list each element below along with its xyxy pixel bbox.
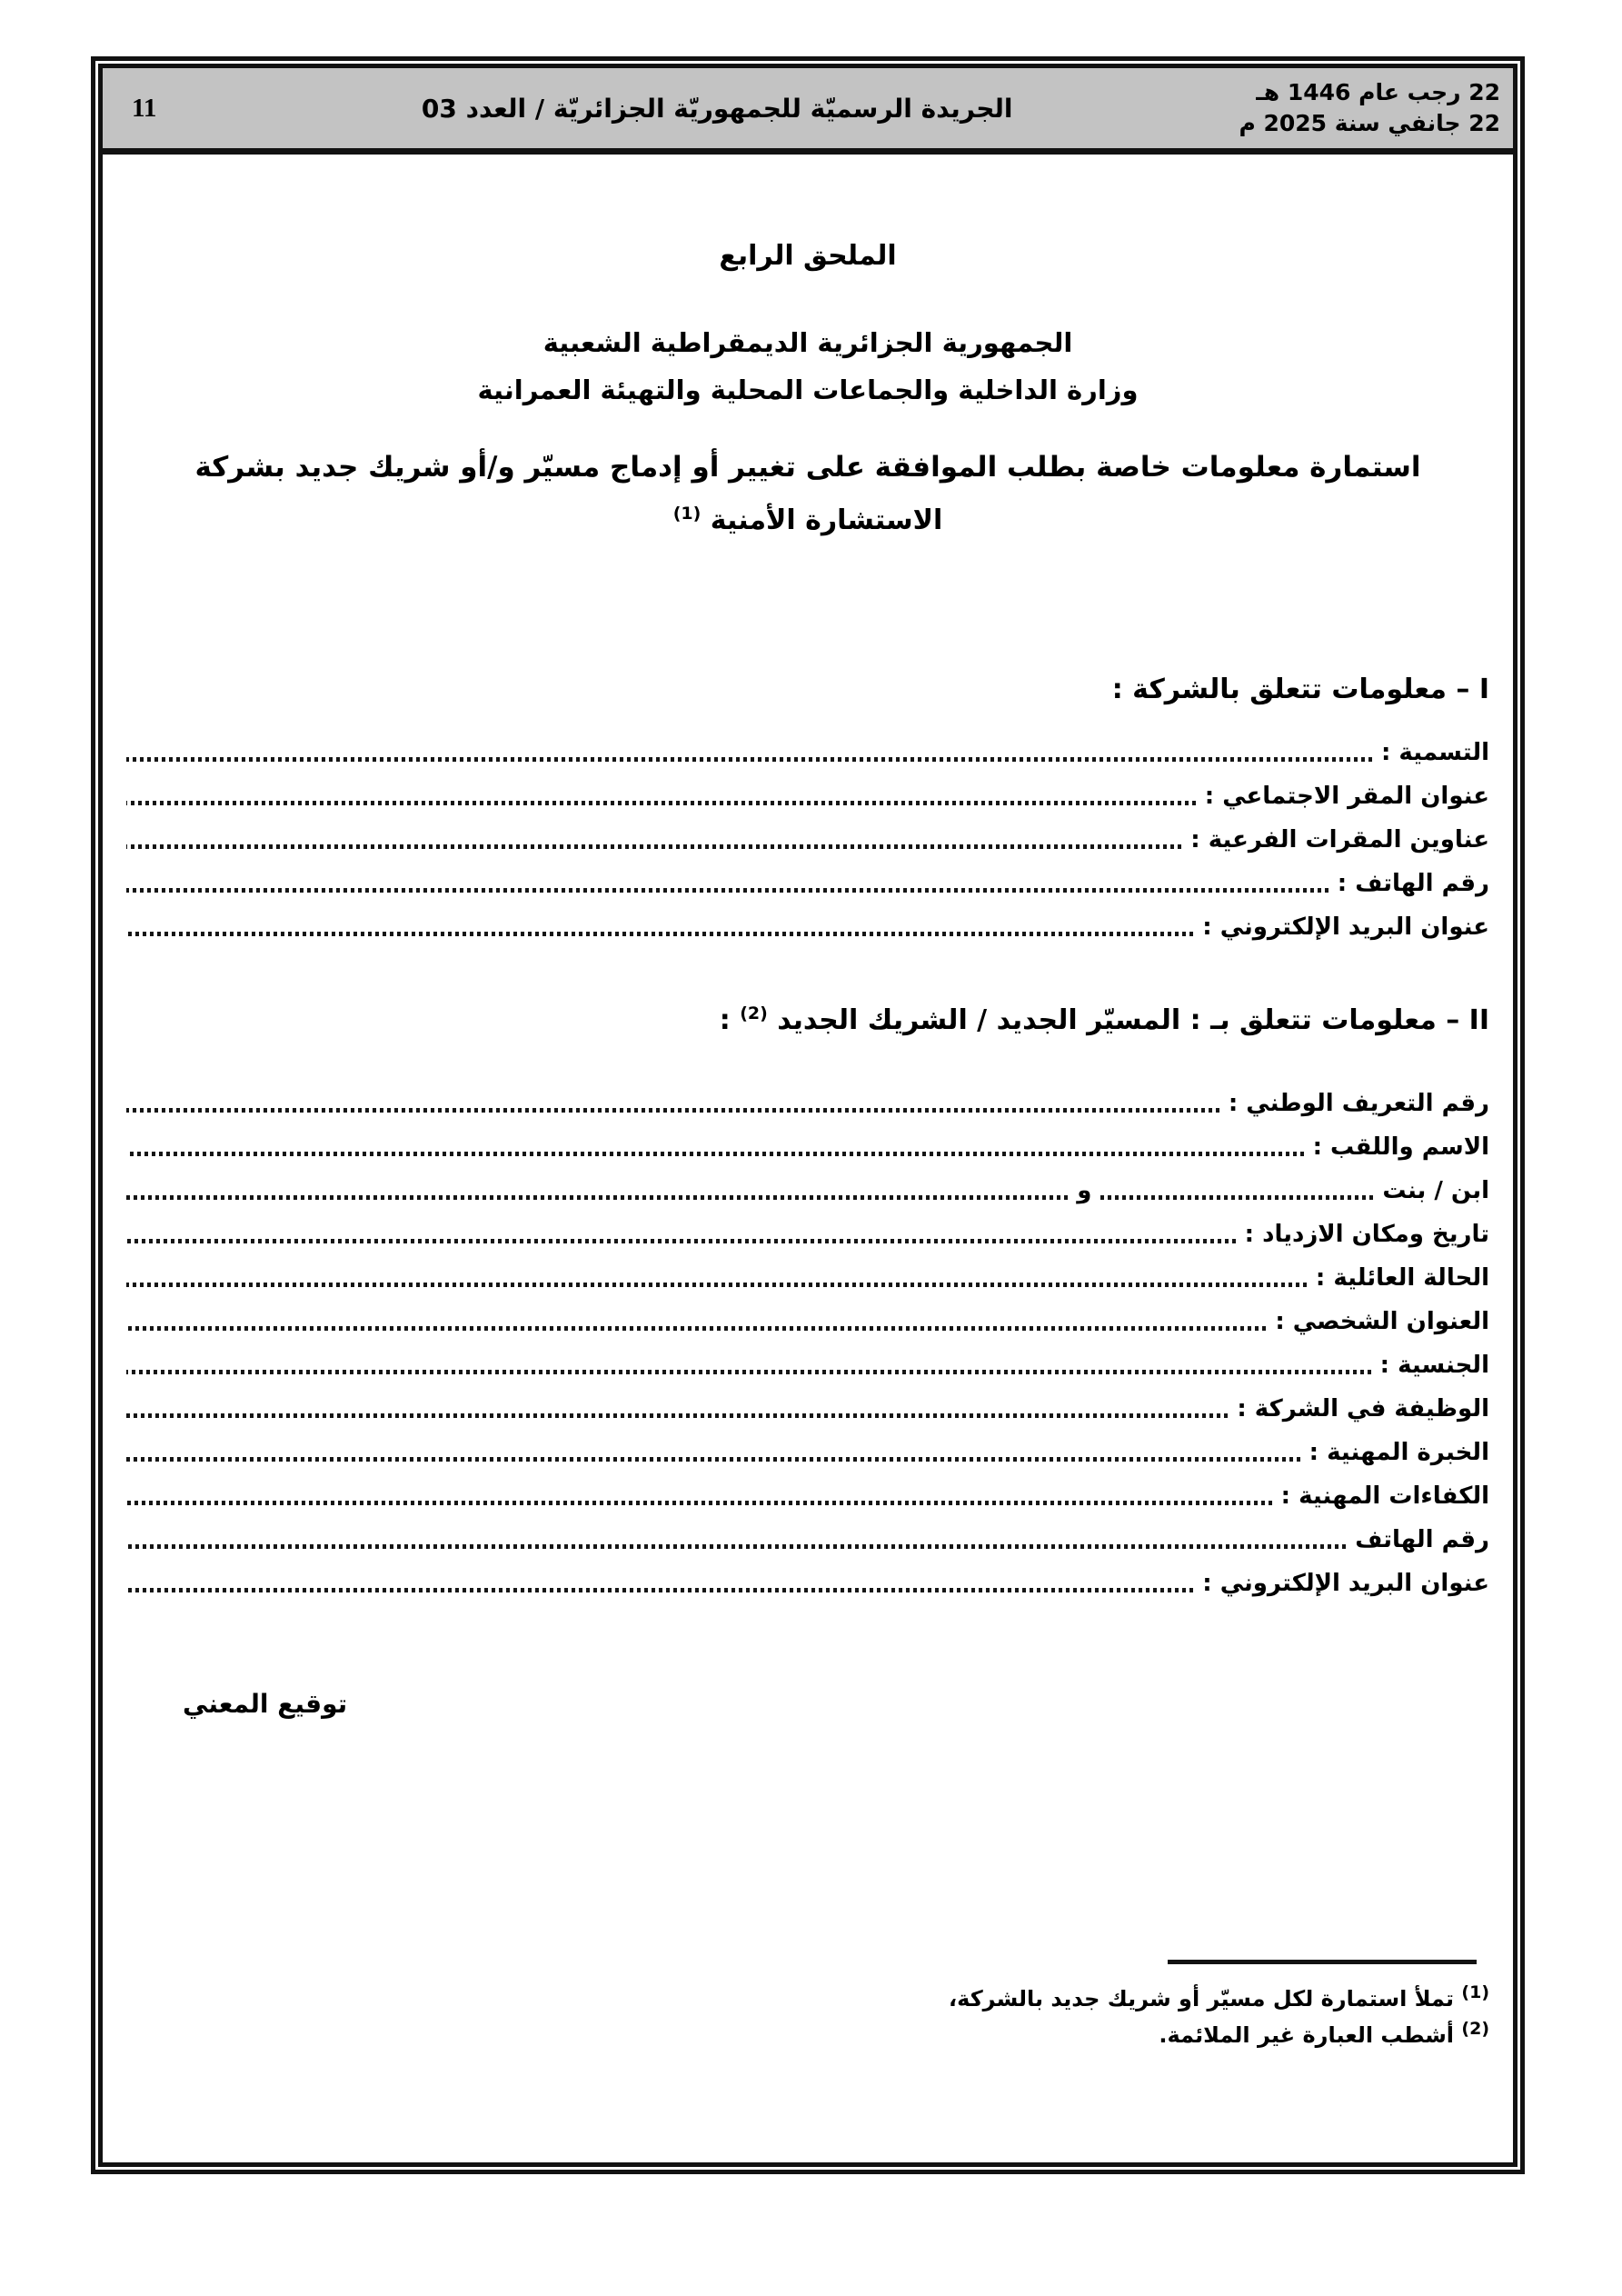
field-label: رقم الهاتف :	[1337, 870, 1489, 897]
field-row-company-name	[126, 726, 1489, 770]
fill-in-line	[126, 1544, 1346, 1549]
footnote-2-text: أشطب العبارة غير الملائمة.	[1159, 2022, 1455, 2048]
field-row-phone2	[126, 1513, 1489, 1557]
field-label: التسمية :	[1380, 739, 1489, 766]
fill-in-line	[126, 757, 1372, 762]
footnote-separator	[1168, 1960, 1477, 1964]
field-row-professional-experience	[126, 1426, 1489, 1470]
field-row-phone	[126, 857, 1489, 901]
form-title: استمارة معلومات خاصة بطلب الموافقة على تغيير أو إدماج مسيّر و/أو شريك جديد بشركة	[194, 451, 1421, 484]
page-frame	[91, 56, 1525, 2174]
fill-in-line	[126, 844, 1181, 849]
field-label: الحالة العائلية :	[1315, 1264, 1489, 1292]
field-label: عنوان البريد الإلكتروني :	[1202, 913, 1489, 941]
footnote-1-text: تملأ استمارة لكل مسيّر أو شريك جديد بالشركة،	[949, 1986, 1455, 2011]
field-label: عنوان المقر الاجتماعي :	[1204, 783, 1489, 810]
form-title-tail-text: الاستشارة الأمنية	[710, 504, 943, 536]
footnote-1-ref: (1)	[1461, 1982, 1489, 2002]
fill-in-line	[126, 801, 1196, 805]
parentage-connector: و	[1077, 1177, 1092, 1204]
masthead-dates	[1239, 77, 1500, 139]
footnote-2	[126, 2017, 1489, 2053]
fill-in-line	[126, 1370, 1371, 1374]
field-row-parentage	[126, 1164, 1489, 1208]
fill-in-line	[126, 1588, 1193, 1592]
section2-heading-colon: :	[719, 1004, 731, 1036]
section1-fields	[126, 726, 1489, 944]
field-label: الاسم واللقب :	[1312, 1133, 1489, 1161]
fill-in-line	[126, 1501, 1272, 1505]
section2-fields	[126, 1077, 1489, 1601]
form-title-tail	[126, 503, 1489, 539]
field-row-full-name	[126, 1121, 1489, 1164]
fill-in-line	[126, 932, 1193, 936]
field-row-company-position	[126, 1383, 1489, 1426]
field-row-email2	[126, 1557, 1489, 1601]
field-row-birth-date-place	[126, 1208, 1489, 1252]
field-label: عنوان البريد الإلكتروني :	[1202, 1570, 1489, 1597]
field-row-nationality	[126, 1339, 1489, 1383]
footnote-ref-1: (1)	[672, 504, 702, 524]
field-label: الكفاءات المهنية :	[1280, 1482, 1489, 1510]
fill-in-line	[126, 1239, 1236, 1243]
footnote-2-ref: (2)	[1461, 2019, 1489, 2039]
hijri-date: 22 رجب عام 1446 هـ	[1256, 79, 1500, 105]
page-number: 11	[132, 93, 157, 123]
field-label: الوظيفة في الشركة :	[1237, 1395, 1489, 1423]
annex-title: الملحق الرابع	[719, 240, 897, 272]
field-row-marital-status	[126, 1252, 1489, 1295]
fill-in-line	[126, 1195, 1068, 1200]
section2-heading-text: II – معلومات تتعلق بـ : المسيّر الجديد / الشريك الجديد	[777, 1004, 1489, 1036]
field-label: ابن / بنت	[1382, 1177, 1489, 1204]
fill-in-line	[126, 1413, 1228, 1418]
gazette-masthead	[103, 68, 1513, 155]
field-label: الخبرة المهنية :	[1309, 1439, 1489, 1466]
footnote-1	[126, 1981, 1489, 2017]
field-label: رقم الهاتف	[1355, 1526, 1489, 1553]
field-row-national-id	[126, 1077, 1489, 1121]
page-frame-inner	[98, 64, 1518, 2167]
field-row-professional-skills	[126, 1470, 1489, 1513]
field-label: عناوين المقرات الفرعية :	[1190, 826, 1489, 854]
fill-in-line	[1100, 1195, 1373, 1200]
fill-in-line	[126, 1108, 1219, 1113]
footnote-ref-2: (2)	[740, 1003, 768, 1023]
fill-in-line	[126, 888, 1328, 893]
section1-heading: I – معلومات تتعلق بالشركة :	[1111, 674, 1489, 705]
field-row-email	[126, 901, 1489, 944]
field-row-hq-address	[126, 770, 1489, 814]
section2-heading	[126, 1003, 1489, 1039]
republic-line: الجمهورية الجزائرية الديمقراطية الشعبية	[542, 327, 1073, 358]
fill-in-line	[126, 1283, 1307, 1287]
field-row-personal-address	[126, 1295, 1489, 1339]
fill-in-line	[126, 1152, 1304, 1156]
journal-title: الجريدة الرسميّة للجمهوريّة الجزائريّة / العدد 03	[421, 93, 1013, 124]
gregorian-date: 22 جانفي سنة 2025 م	[1239, 110, 1500, 136]
page-content	[103, 238, 1513, 2053]
field-label: رقم التعريف الوطني :	[1228, 1090, 1489, 1117]
fill-in-line	[126, 1326, 1266, 1331]
ministry-line: وزارة الداخلية والجماعات المحلية والتهيئة العمرانية	[477, 374, 1139, 405]
fill-in-line	[126, 1457, 1300, 1462]
field-row-branch-addresses	[126, 814, 1489, 857]
field-label: تاريخ ومكان الازدياد :	[1244, 1221, 1489, 1248]
field-label: العنوان الشخصي :	[1275, 1308, 1489, 1335]
field-label: الجنسية :	[1379, 1352, 1489, 1379]
signature-label: توقيع المعني	[183, 1689, 348, 1719]
